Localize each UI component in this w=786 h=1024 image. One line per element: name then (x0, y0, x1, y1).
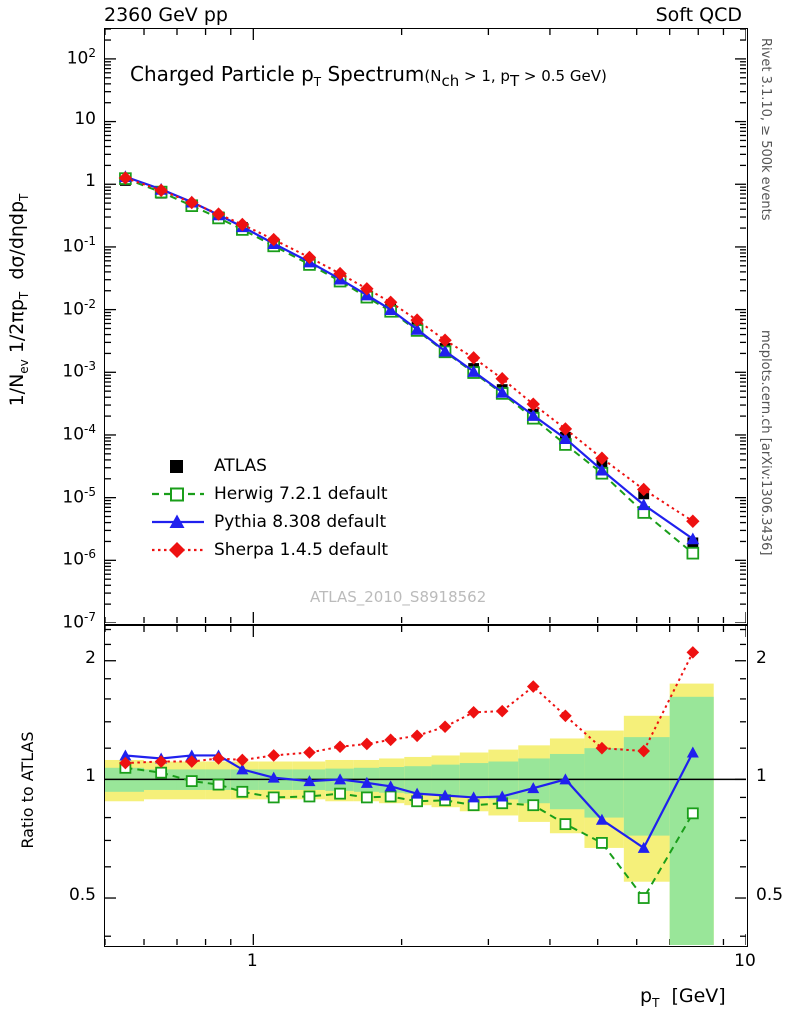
y-tick-main-5: $10^{-3}$ (62, 359, 96, 382)
plot-title-cond: (N (424, 67, 442, 85)
y-tick-ratio-right-0: 2 (756, 647, 767, 668)
y-tick-ratio-left-1: 1 (85, 766, 96, 787)
y-tick-main-0: $10^2$ (66, 45, 96, 69)
dataset-watermark: ATLAS_2010_S8918562 (310, 588, 487, 606)
header-left: 2360 GeV pp (104, 4, 228, 26)
plot-title-rest: Spectrum (321, 62, 425, 86)
y-tick-main-3: $10^{-1}$ (62, 233, 96, 257)
y-tick-ratio-right-1: 1 (756, 766, 767, 787)
legend-item (150, 480, 388, 508)
legend-item (150, 452, 388, 480)
header-right: Soft QCD (655, 4, 742, 26)
plot-title-sub: T (313, 75, 322, 89)
side-label-mcplots: mcplots.cern.ch [arXiv:1306.3436] (758, 330, 773, 556)
plot-title-cond-rest: > 1, p (459, 67, 510, 85)
plot-title-cond-sub: ch (441, 72, 460, 90)
y-tick-main-4: $10^{-2}$ (62, 296, 96, 320)
y-tick-main-6: $10^{-4}$ (62, 421, 96, 445)
side-label-rivet: Rivet 3.1.10, ≥ 500k events (758, 38, 773, 221)
x-tick-0: 1 (246, 951, 258, 971)
legend-marker-atlas (150, 456, 206, 476)
legend-label: Pythia 8.308 default (214, 512, 387, 532)
legend (150, 452, 388, 564)
plot-title-main: Charged Particle p (130, 62, 314, 86)
y-tick-ratio-left-2: 0.5 (68, 885, 96, 906)
legend-item (150, 536, 388, 564)
y-tick-ratio-left-0: 2 (85, 647, 96, 668)
y-tick-main-9: $10^{-7}$ (62, 610, 96, 633)
y-tick-main-8: $10^{-6}$ (62, 547, 96, 570)
legend-item (150, 508, 388, 536)
plot-title-cond-tail: > 0.5 GeV) (519, 67, 607, 85)
y-axis-title-main: $1/N_{ev}$ $1/2\pi p_T$ dσ/dηdp$_T$ (6, 193, 31, 407)
x-axis-title: $p_T$ [GeV] (640, 985, 726, 1010)
plot-title (130, 62, 607, 90)
legend-marker-sherpa (150, 540, 206, 560)
y-tick-main-2: 1 (85, 171, 96, 192)
legend-marker-pythia (150, 512, 206, 532)
ratio-plot-canvas (105, 626, 746, 945)
legend-label: Sherpa 1.4.5 default (214, 540, 389, 560)
legend-label: Herwig 7.2.1 default (214, 484, 388, 504)
y-tick-main-7: $10^{-5}$ (62, 484, 96, 508)
plot-title-cond-sub2: T (509, 72, 520, 90)
legend-label: ATLAS (214, 456, 267, 476)
x-tick-1: 10 (734, 951, 756, 971)
legend-marker-herwig (150, 484, 206, 504)
y-tick-main-1: 10 (74, 108, 96, 129)
y-tick-ratio-right-2: 0.5 (756, 885, 784, 906)
ratio-plot-panel (104, 625, 748, 947)
y-axis-title-ratio: Ratio to ATLAS (18, 731, 37, 849)
